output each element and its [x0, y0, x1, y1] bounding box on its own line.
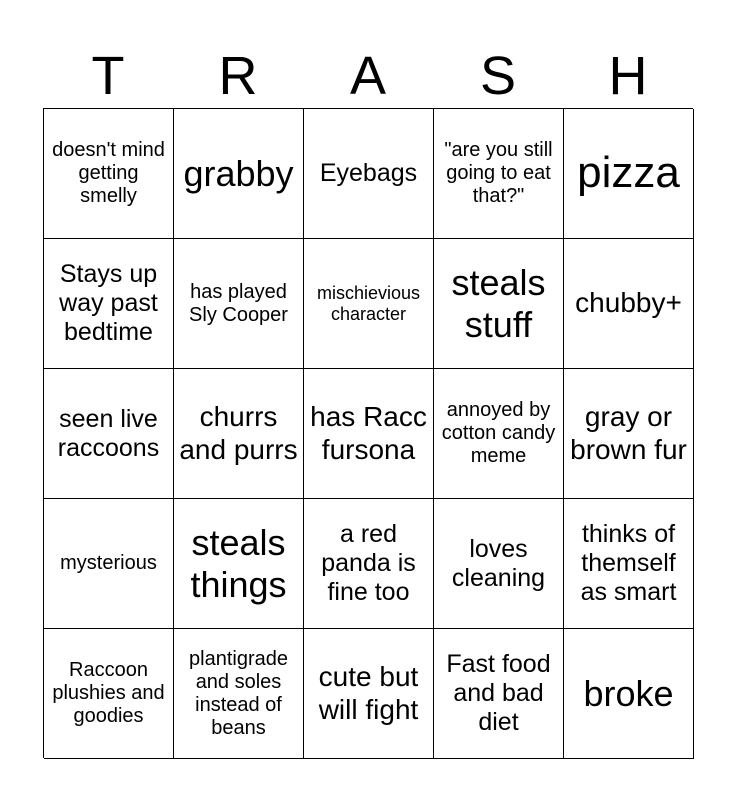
bingo-cell[interactable] [434, 239, 564, 369]
bingo-cell[interactable] [44, 499, 174, 629]
cell-text: doesn't mind getting smelly [52, 139, 165, 207]
header-letter-h: H [608, 46, 648, 106]
cell-text: steals things [190, 522, 287, 605]
cell-text: thinks of themself as smart [580, 520, 677, 606]
header-letter-t: T [91, 46, 125, 106]
cell-text: gray or brown fur [570, 401, 687, 465]
bingo-grid [43, 108, 693, 758]
header-letter-r: R [218, 46, 258, 106]
bingo-cell[interactable] [174, 109, 304, 239]
bingo-cell[interactable] [434, 369, 564, 499]
cell-text: pizza [577, 148, 680, 198]
header-letter-s: S [479, 46, 517, 106]
bingo-cell[interactable] [174, 369, 304, 499]
header-letter-a: A [349, 46, 387, 106]
bingo-cell[interactable] [174, 499, 304, 629]
cell-text: Stays up way past bedtime [59, 260, 158, 346]
cell-text: cute but will fight [318, 661, 419, 725]
bingo-cell[interactable] [564, 629, 694, 759]
cell-text: has played Sly Cooper [189, 280, 288, 326]
bingo-cell[interactable] [564, 109, 694, 239]
cell-text: steals stuff [451, 262, 546, 345]
cell-text: churrs and purrs [179, 401, 298, 465]
bingo-cell[interactable] [304, 499, 434, 629]
bingo-cell[interactable] [44, 109, 174, 239]
cell-text: grabby [183, 152, 294, 194]
cell-text: Raccoon plushies and goodies [52, 659, 165, 727]
cell-text: loves cleaning [451, 534, 546, 592]
bingo-cell[interactable] [434, 109, 564, 239]
bingo-cell[interactable] [434, 499, 564, 629]
bingo-cell[interactable] [304, 109, 434, 239]
bingo-cell[interactable] [44, 629, 174, 759]
cell-text: chubby+ [575, 287, 682, 319]
cell-text: broke [583, 672, 674, 714]
bingo-cell[interactable] [44, 239, 174, 369]
bingo-cell[interactable] [564, 369, 694, 499]
cell-text: Fast food and bad diet [446, 650, 551, 736]
bingo-cell[interactable] [564, 239, 694, 369]
bingo-cell[interactable] [564, 499, 694, 629]
bingo-cell[interactable] [304, 629, 434, 759]
cell-text: mischievious character [316, 282, 421, 324]
cell-text: Eyebags [319, 159, 418, 188]
cell-text: plantigrade and soles instead of beans [189, 647, 288, 739]
cell-text: has Racc fursona [310, 401, 427, 465]
bingo-cell[interactable] [304, 369, 434, 499]
cell-text: seen live raccoons [57, 404, 160, 462]
cell-text: mysterious [60, 552, 157, 574]
cell-text: annoyed by cotton candy meme [441, 399, 556, 467]
bingo-cell[interactable] [304, 239, 434, 369]
bingo-cell[interactable] [174, 239, 304, 369]
bingo-header [43, 44, 693, 108]
bingo-cell[interactable] [174, 629, 304, 759]
cell-text: a red panda is fine too [321, 520, 416, 606]
bingo-cell[interactable] [44, 369, 174, 499]
bingo-cell[interactable] [434, 629, 564, 759]
cell-text: "are you still going to eat that?" [444, 139, 553, 207]
